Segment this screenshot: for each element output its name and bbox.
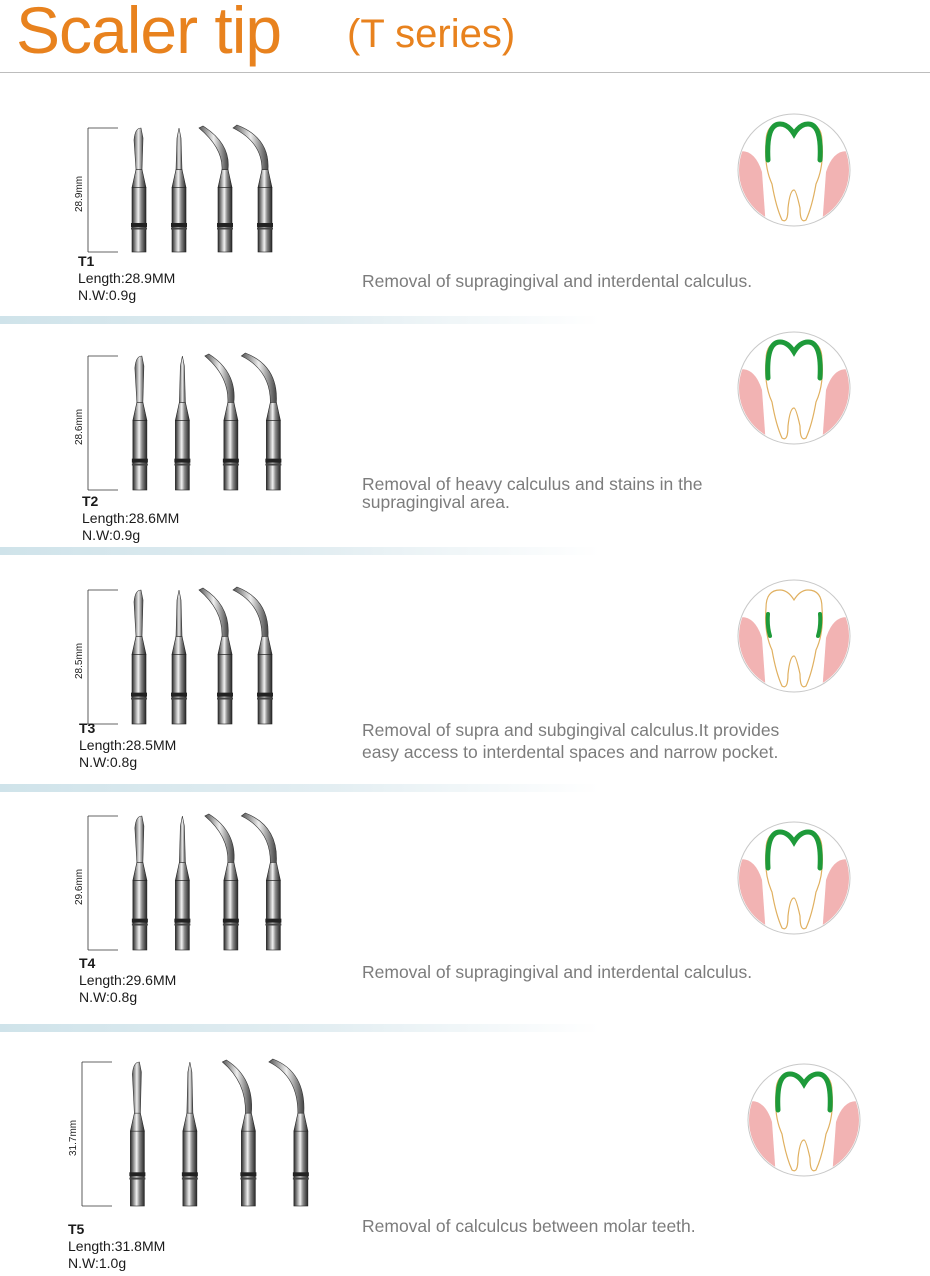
tip-length: Length:28.5MM (79, 737, 177, 753)
tip-meta-t2 (82, 493, 179, 544)
page-title: Scaler tip (16, 0, 282, 67)
tip-weight: N.W:0.9g (78, 287, 137, 303)
page-subtitle: (T series) (347, 12, 516, 56)
tip-description-t3 (362, 719, 862, 763)
scaler-tip-image (131, 128, 147, 252)
description-line: supragingival area. (362, 492, 510, 512)
tip-code: T3 (79, 720, 96, 736)
tip-section-t3 (0, 560, 930, 785)
description-line: Removal of calculcus between molar teeth. (362, 1216, 696, 1236)
scaler-tip-image (233, 587, 273, 724)
scaler-tip-image (131, 590, 147, 724)
header-divider (0, 72, 930, 73)
scaler-tip-image (233, 125, 273, 252)
length-dimension-label: 28.6mm (74, 408, 85, 445)
tooth-crown-calculus-icon (746, 1062, 862, 1178)
length-dimension-label: 28.5mm (74, 642, 85, 679)
length-dimension-label: 31.7mm (68, 1119, 79, 1156)
tip-code: T4 (79, 955, 96, 971)
scaler-tip-image (199, 588, 233, 724)
tip-description-t4 (362, 963, 862, 981)
tip-meta-t3 (79, 720, 176, 771)
description-line: Removal of supra and subgingival calculus.It provides (362, 720, 780, 740)
description-line: Removal of supragingival and interdental calculus. (362, 962, 753, 982)
tip-section-t2 (0, 330, 930, 560)
scaler-tip-image (132, 356, 148, 490)
page-header (0, 0, 930, 78)
length-dimension-line (88, 128, 118, 252)
length-dimension-line (88, 356, 118, 490)
tip-length: Length:28.9MM (78, 270, 176, 286)
tip-length: Length:28.6MM (82, 510, 180, 526)
tip-description-t5 (362, 1217, 862, 1235)
tooth-crown-calculus-icon (736, 112, 852, 228)
length-dimension-line (82, 1062, 112, 1206)
tip-meta-t1 (78, 253, 175, 304)
tooth-side-calculus-icon (736, 578, 852, 694)
section-separator (0, 547, 600, 555)
scaler-tip-image (171, 128, 187, 252)
tip-images-t4 (70, 808, 300, 968)
tip-weight: N.W:0.8g (79, 754, 138, 770)
tip-description-t1 (362, 272, 862, 290)
scaler-tip-image (269, 1059, 309, 1206)
scaler-tip-image (222, 1060, 256, 1206)
tip-code: T5 (68, 1221, 85, 1237)
length-dimension-line (88, 590, 118, 724)
length-dimension-label: 29.6mm (74, 868, 85, 905)
scaler-tip-image (182, 1062, 198, 1206)
tip-weight: N.W:0.9g (82, 527, 141, 543)
section-separator (0, 316, 600, 324)
tip-length: Length:31.8MM (68, 1238, 166, 1254)
scaler-tip-image (205, 814, 239, 950)
description-line: Removal of supragingival and interdental calculus. (362, 271, 753, 291)
tip-section-t4 (0, 790, 930, 1030)
tip-images-t5 (64, 1054, 334, 1224)
scaler-tip-image (129, 1062, 145, 1206)
scaler-tip-image (174, 816, 190, 950)
tip-images-t1 (70, 120, 290, 270)
tip-code: T1 (78, 253, 95, 269)
tip-section-t1 (0, 100, 930, 330)
section-separator (0, 1024, 600, 1032)
length-dimension-label: 28.9mm (74, 175, 85, 212)
tip-images-t2 (70, 348, 300, 508)
tip-section-t5 (0, 1040, 930, 1276)
scaler-tip-image (132, 816, 148, 950)
tip-code: T2 (82, 493, 99, 509)
tip-meta-t4 (79, 955, 176, 1006)
description-line: Removal of heavy calculus and stains in the (362, 474, 703, 494)
scaler-tip-image (174, 356, 190, 490)
tip-meta-t5 (68, 1221, 165, 1272)
scaler-tip-image (205, 354, 239, 490)
length-dimension-line (88, 816, 118, 950)
scaler-tip-image (199, 126, 233, 252)
tip-description-t2 (362, 475, 862, 511)
tip-images-t3 (70, 582, 290, 742)
tip-weight: N.W:1.0g (68, 1255, 127, 1271)
scaler-tip-image (241, 353, 281, 490)
tip-length: Length:29.6MM (79, 972, 177, 988)
scaler-tip-image (171, 590, 187, 724)
tip-weight: N.W:0.8g (79, 989, 138, 1005)
scaler-tip-image (241, 813, 281, 950)
tooth-crown-calculus-icon (736, 330, 852, 446)
tooth-crown-calculus-icon (736, 820, 852, 936)
description-line: easy access to interdental spaces and narrow pocket. (362, 742, 779, 762)
